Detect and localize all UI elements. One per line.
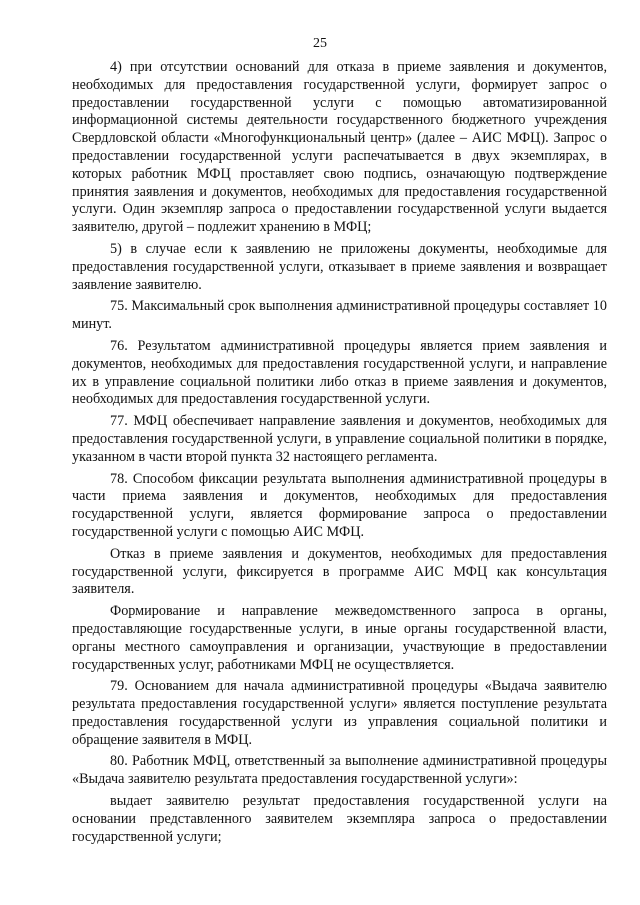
paragraph-issue-result: выдает заявителю результат предоставления государственной услуги на основании представленного заявителем экземпляра запроса о предоставлении государственной услуги; <box>72 793 607 845</box>
page-number: 25 <box>313 36 327 51</box>
paragraph-interagency-request: Формирование и направление межведомственного запроса в органы, предоставляющие государственные услуги, в иные органы государственной власти, органы местного самоуправления и организации, участвующие в предоставлении государственных услуг, работниками МФЦ не осуществляется. <box>72 603 607 673</box>
paragraph-79: 79. Основанием для начала административной процедуры «Выдача заявителю результата предоставления государственной услуги» является поступление результата предоставления государственной услуги из управления социальной политики и обращение заявителя в МФЦ. <box>72 678 607 748</box>
paragraph-refusal: Отказ в приеме заявления и документов, необходимых для предоставления государственной услуги, фиксируется в программе АИС МФЦ как консультация заявителя. <box>72 545 607 598</box>
paragraph-item-4: 4) при отсутствии оснований для отказа в приеме заявления и документов, необходимых для предоставления государственной услуги, формирует запрос о предоставлении государственной услуги с помощью автоматизированной информационной системы деятельности государственного бюджетного учреждения Свердловской области «Многофункциональный центр» (далее – АИС МФЦ). Запрос о предоставлении государственной услуги распечатывается в двух экземплярах, в которых работник МФЦ проставляет свою подпись, означающую подтверждение принятия заявления и документов, необходимых для предоставления государственной услуги. Один экземпляр запроса о предоставлении государственной услуги выдается заявителю, другой – подлежит хранению в МФЦ; <box>72 59 607 236</box>
paragraph-75: 75. Максимальный срок выполнения административной процедуры составляет 10 минут. <box>72 298 607 333</box>
document-body <box>72 59 607 850</box>
paragraph-80: 80. Работник МФЦ, ответственный за выполнение административной процедуры «Выдача заявителю результата предоставления государственной услуги»: <box>72 753 607 788</box>
paragraph-76: 76. Результатом административной процедуры является прием заявления и документов, необходимых для предоставления государственной услуги, и направление их в управление социальной политики либо отказ в приеме заявления и документов, необходимых для предоставления государственной услуги. <box>72 337 607 408</box>
paragraph-77: 77. МФЦ обеспечивает направление заявления и документов, необходимых для предоставления государственной услуги, в управление социальной политики в порядке, указанном в части второй пункта 32 настоящего регламента. <box>72 413 607 465</box>
paragraph-78: 78. Способом фиксации результата выполнения административной процедуры в части приема заявления и документов, необходимых для предоставления государственной услуги, является формирование запроса о предоставлении государственной услуги с помощью АИС МФЦ. <box>72 470 607 540</box>
paragraph-item-5: 5) в случае если к заявлению не приложены документы, необходимые для предоставления государственной услуги, отказывает в приеме заявления и возвращает заявление заявителю. <box>72 240 607 293</box>
